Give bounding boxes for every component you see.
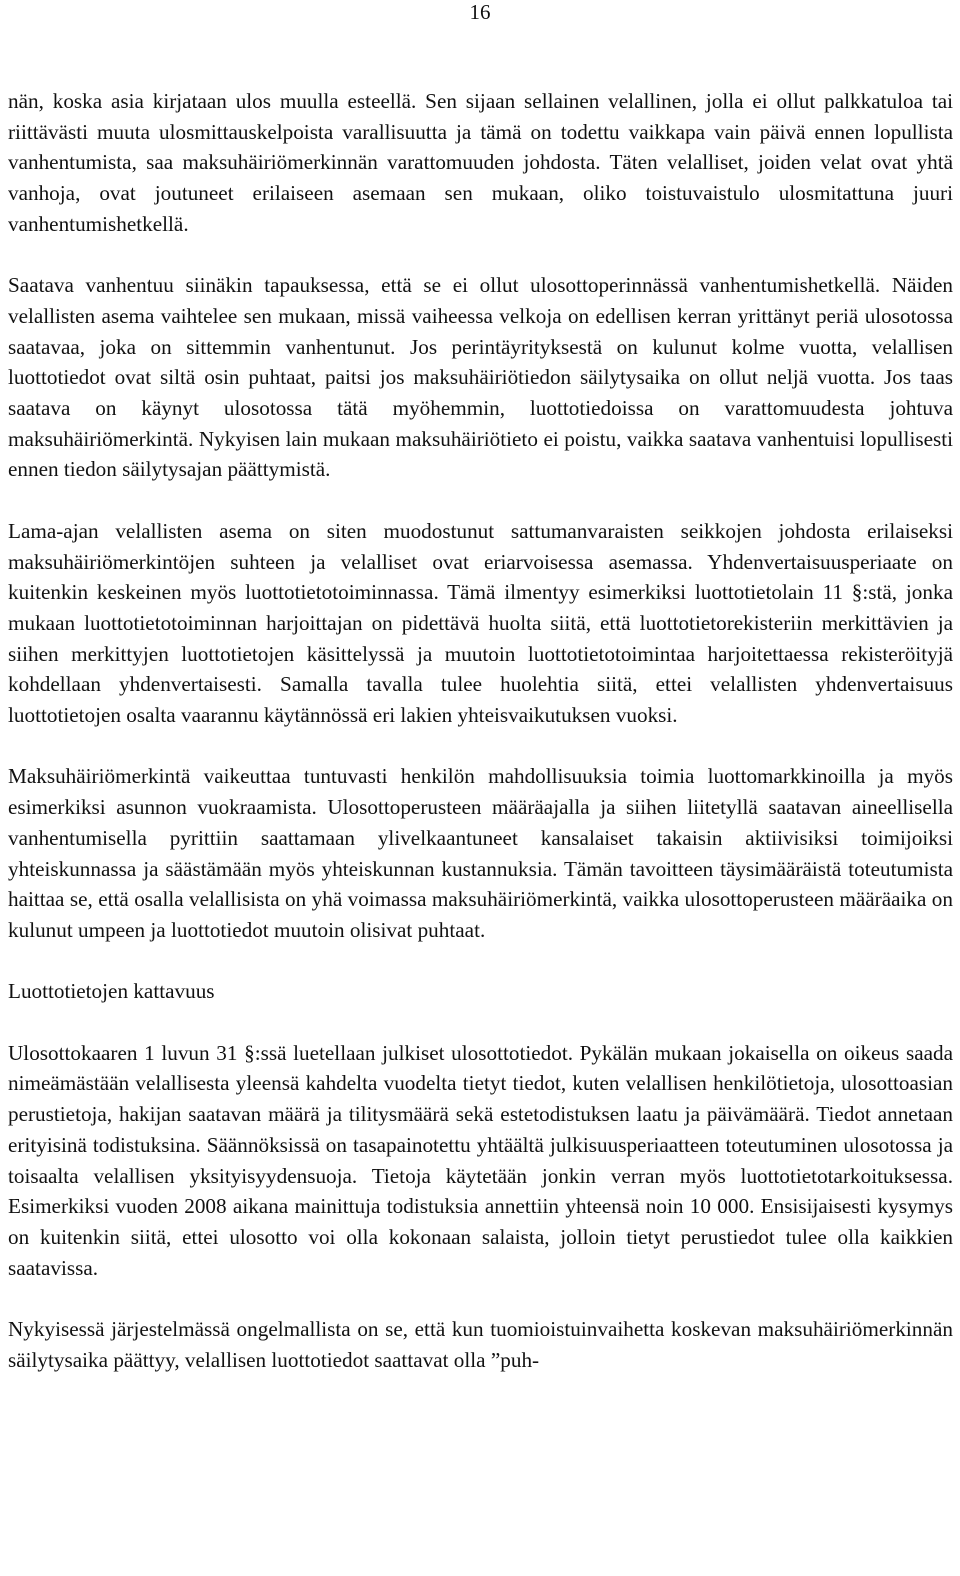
paragraph-6: Nykyisessä järjestelmässä ongelmallista on se, että kun tuomioistuinvaihetta koskevan maksuhäiriömerkinnän säilytysaika päättyy, velallisen luottotiedot saattavat olla ”puh- — [8, 1317, 953, 1372]
paragraph-4: Maksuhäiriömerkintä vaikeuttaa tuntuvasti henkilön mahdollisuuksia toimia luottomarkkinoilla ja myös esimerkiksi asunnon vuokraamista. Ulosottoperusteen määräajalla ja siihen liitetyllä saatavan aineellisella vanhentumisella pyrittiin saattamaan ylivelkaantuneet kansalaiset takaisin aktiivisiksi toimijoiksi yhteiskunnassa ja säästämään myös yhteiskunnan kustannuksia. Tämän tavoitteen täysimääräistä toteutumista haittaa se, että osalla velallisista on yhä voimassa maksuhäiriömerkintä, vaikka ulosottoperusteen määräaika on kulunut umpeen ja luottotiedot muutoin olisivat puhtaat. — [8, 764, 953, 942]
page-number: 16 — [469, 0, 491, 24]
paragraph-2: Saatava vanhentuu siinäkin tapauksessa, että se ei ollut ulosottoperinnässä vanhentumishetkellä. Näiden velallisten asema vaihtelee sen mukaan, missä vaiheessa velkoja on edellisen kerran yrittänyt periä ulosotossa saatavaa, joka on sittemmin vanhentunut. Jos perintäyrityksestä on kulunut kolme vuotta, velallisen luottotiedot ovat siltä osin puhtaat, paitsi jos maksuhäiriötiedon säilytysaika on ollut neljä vuotta. Jos taas saatava on käynyt ulosotossa tätä myöhemmin, luottotiedoissa on varattomuudesta johtuva maksuhäiriömerkintä. Nykyisen lain mukaan maksuhäiriötieto ei poistu, vaikka saatava vanhentuisi lopullisesti ennen tiedon säilytysajan päättymistä. — [8, 273, 953, 482]
section-heading: Luottotietojen kattavuus — [8, 979, 215, 1004]
paragraph-3: Lama-ajan velallisten asema on siten muodostunut sattumanvaraisten seikkojen johdosta erilaiseksi maksuhäiriömerkintöjen suhteen ja velalliset ovat eriarvoisessa asemassa. Yhdenvertaisuusperiaate on kuitenkin keskeinen myös luottotietotoiminnassa. Tämä ilmentyy esimerkiksi luottotietolain 11 §:stä, jonka mukaan luottotietotoiminnan harjoittajan on pidettävä huolta siitä, että luottotietorekisteriin merkittävien ja siihen merkittyjen luottotietojen käsittelyssä ja muutoin luottotietotoimintaa harjoitettaessa rekisteröityjä kohdellaan yhdenvertaisesti. Samalla tavalla tulee huolehtia siitä, ettei velallisten yhdenvertaisuus luottotietojen osalta vaarannu käytännössä eri lakien yhteisvaikutuksen vuoksi. — [8, 518, 953, 728]
document-body — [8, 86, 953, 1375]
paragraph-5: Ulosottokaaren 1 luvun 31 §:ssä luetellaan julkiset ulosottotiedot. Pykälän mukaan jokaisella on oikeus saada nimeämästään velallisesta yleensä kahdelta vuodelta tietyt tiedot, kuten velallisen henkilötietoja, ulosottoasian perustietoja, hakijan saatavan määrä ja tilitysmäärä sekä estetodistuksen laatu ja päivämäärä. Tiedot annetaan erityisinä todistuksina. Säännöksissä on tasapainotettu yhtäältä julkisuusperiaatteen toteutuminen ulosotossa ja toisaalta velallisen yksityisyydensuoja. Tietoja käytetään jonkin verran myös luottotietotarkoituksessa. Esimerkiksi vuoden 2008 aikana mainittuja todistuksia annettiin yhteensä noin 10 000. Ensisijaisesti kysymys on kuitenkin siitä, ettei ulosotto voi olla kokonaan salaista, jolloin tietyt perustiedot tulee olla kaikkien saatavissa. — [8, 1040, 953, 1280]
paragraph-1: nän, koska asia kirjataan ulos muulla esteellä. Sen sijaan sellainen velallinen, jolla ei ollut palkkatuloa tai riittävästi muuta ulosmittauskelpoista varallisuutta ja tämä on todettu vaikkapa vain päivä ennen lopullista vanhentumista, saa maksuhäiriömerkinnän varattomuuden johdosta. Täten velalliset, joiden velat ovat yhtä vanhoja, ovat joutuneet erilaiseen asemaan sen mukaan, oliko toistuvaistulo ulosmitattuna juuri vanhentumishetkellä. — [8, 89, 953, 236]
